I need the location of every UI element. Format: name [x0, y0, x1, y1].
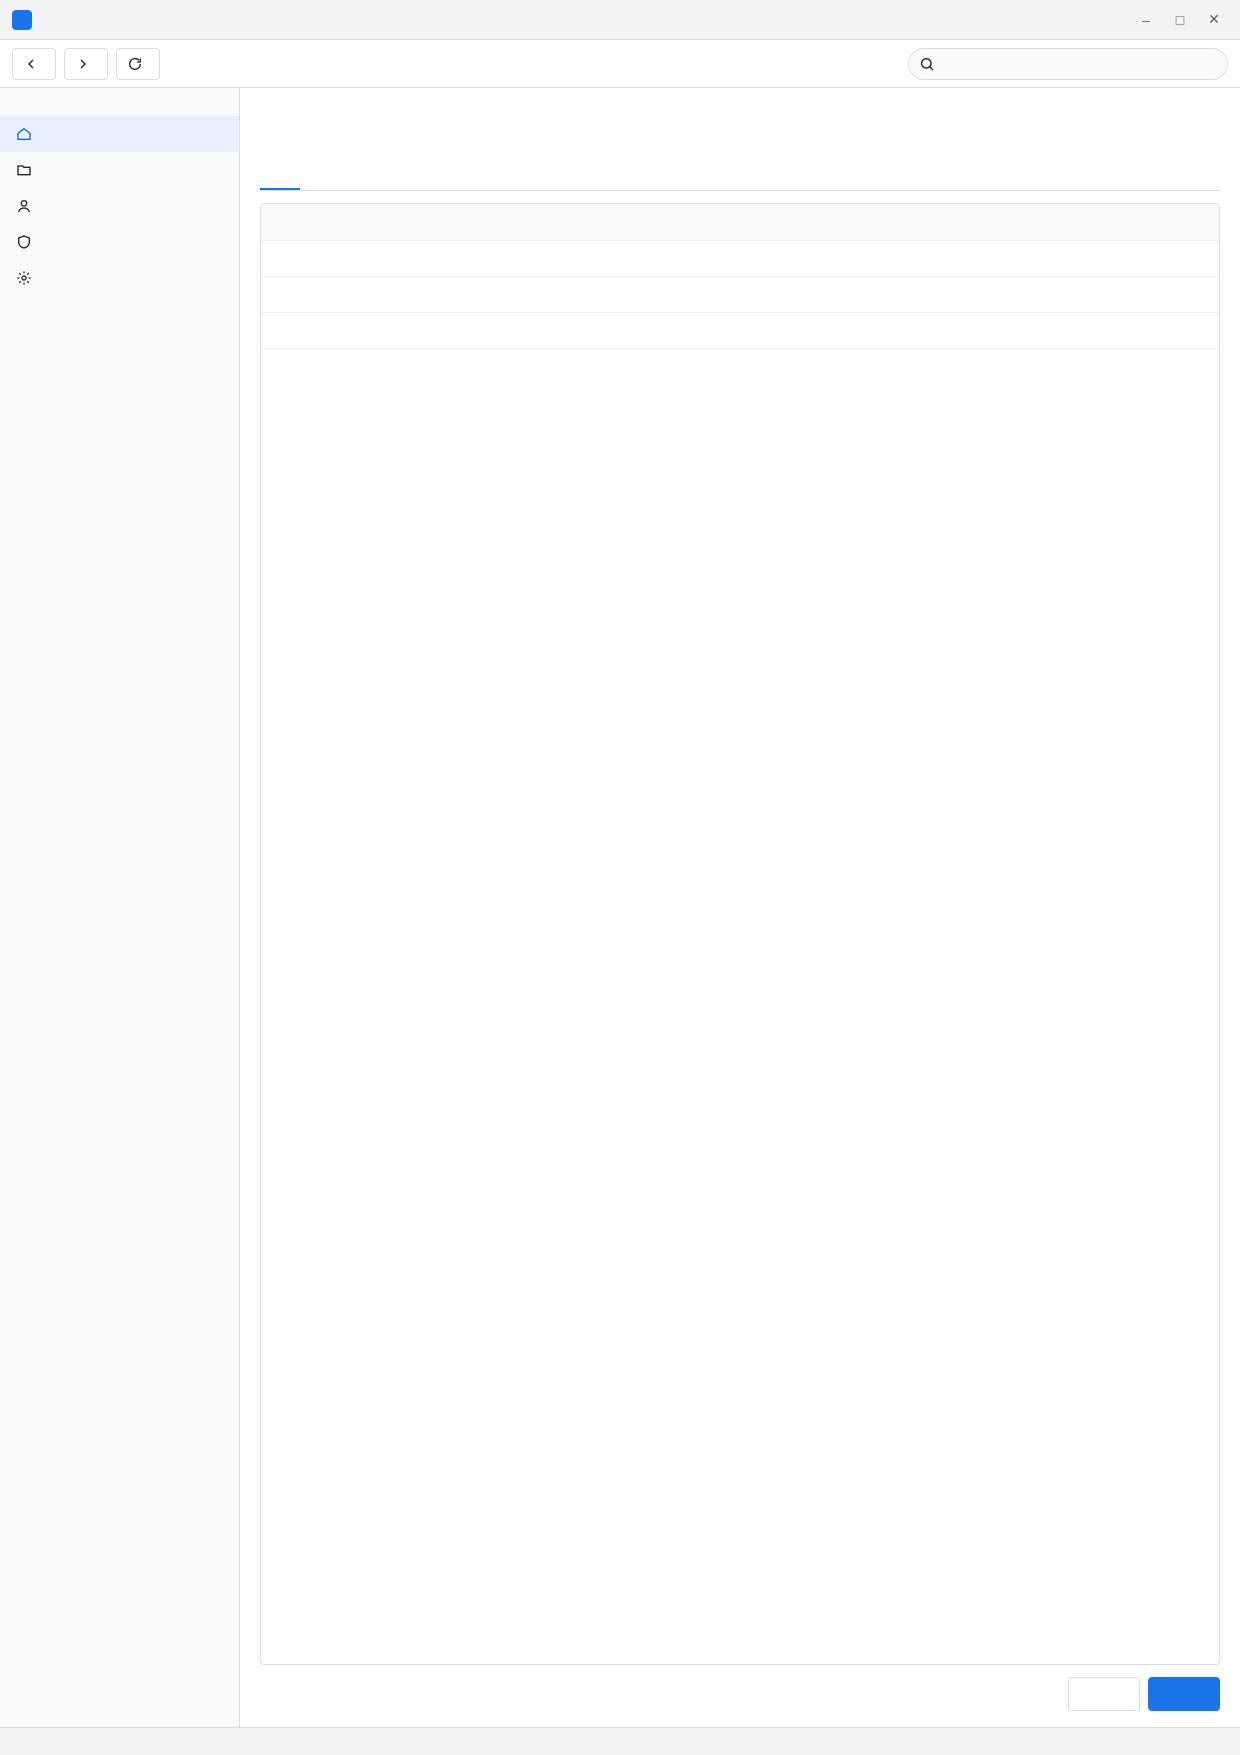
search-input[interactable] — [941, 56, 1217, 71]
tab-1[interactable] — [260, 156, 300, 190]
column-header[interactable] — [740, 204, 980, 240]
column-header[interactable] — [501, 204, 741, 240]
window-controls — [1132, 8, 1228, 32]
table-cell — [740, 240, 980, 276]
table-cell — [261, 276, 501, 312]
forward-icon — [75, 56, 91, 72]
table-cell — [501, 240, 741, 276]
table-header-row — [261, 204, 1219, 240]
toolbar-button-3[interactable] — [116, 48, 160, 80]
sidebar — [0, 88, 240, 1727]
refresh-icon — [127, 56, 143, 72]
table-row[interactable] — [261, 276, 1219, 312]
table-row[interactable] — [261, 312, 1219, 348]
close-icon[interactable]: ✕ — [1208, 11, 1220, 27]
tab-3[interactable] — [348, 156, 388, 190]
back-icon — [23, 56, 39, 72]
table-cell — [980, 240, 1220, 276]
table-cell — [501, 312, 741, 348]
sidebar-item-3[interactable] — [0, 188, 239, 224]
table-row[interactable] — [261, 240, 1219, 276]
toolbar — [0, 40, 1240, 88]
sidebar-heading — [0, 100, 239, 116]
action-bar — [260, 1677, 1220, 1711]
table-cell — [261, 312, 501, 348]
column-header[interactable] — [261, 204, 501, 240]
confirm-button[interactable] — [1148, 1677, 1220, 1711]
table-cell — [740, 312, 980, 348]
app-logo-icon — [12, 10, 32, 30]
table-cell — [261, 240, 501, 276]
maximize-icon[interactable]: □ — [1175, 11, 1185, 28]
table-cell — [980, 312, 1220, 348]
sidebar-item-2[interactable] — [0, 152, 239, 188]
tab-2[interactable] — [304, 156, 344, 190]
toolbar-button-1[interactable] — [12, 48, 56, 80]
gear-icon — [16, 270, 32, 286]
status-bar — [0, 1727, 1240, 1755]
sidebar-item-4[interactable] — [0, 224, 239, 260]
folder-icon — [16, 162, 32, 178]
column-header[interactable] — [980, 204, 1220, 240]
user-icon — [16, 198, 32, 214]
data-table — [261, 204, 1219, 349]
shield-icon — [16, 234, 32, 250]
cancel-button[interactable] — [1068, 1677, 1140, 1711]
page-title — [260, 116, 1220, 144]
search-box — [908, 48, 1228, 80]
sidebar-item-5[interactable] — [0, 260, 239, 296]
app-body — [0, 88, 1240, 1727]
title-bar — [0, 0, 1240, 40]
sidebar-item-1[interactable] — [0, 116, 239, 152]
tab-bar — [260, 156, 1220, 191]
minimize-icon[interactable]: – — [1142, 11, 1150, 28]
toolbar-button-2[interactable] — [64, 48, 108, 80]
table-cell — [740, 276, 980, 312]
search-icon — [919, 56, 935, 72]
table-cell — [980, 276, 1220, 312]
home-icon — [16, 126, 32, 142]
data-table-container — [260, 203, 1220, 1665]
table-cell — [501, 276, 741, 312]
main-panel — [240, 88, 1240, 1727]
